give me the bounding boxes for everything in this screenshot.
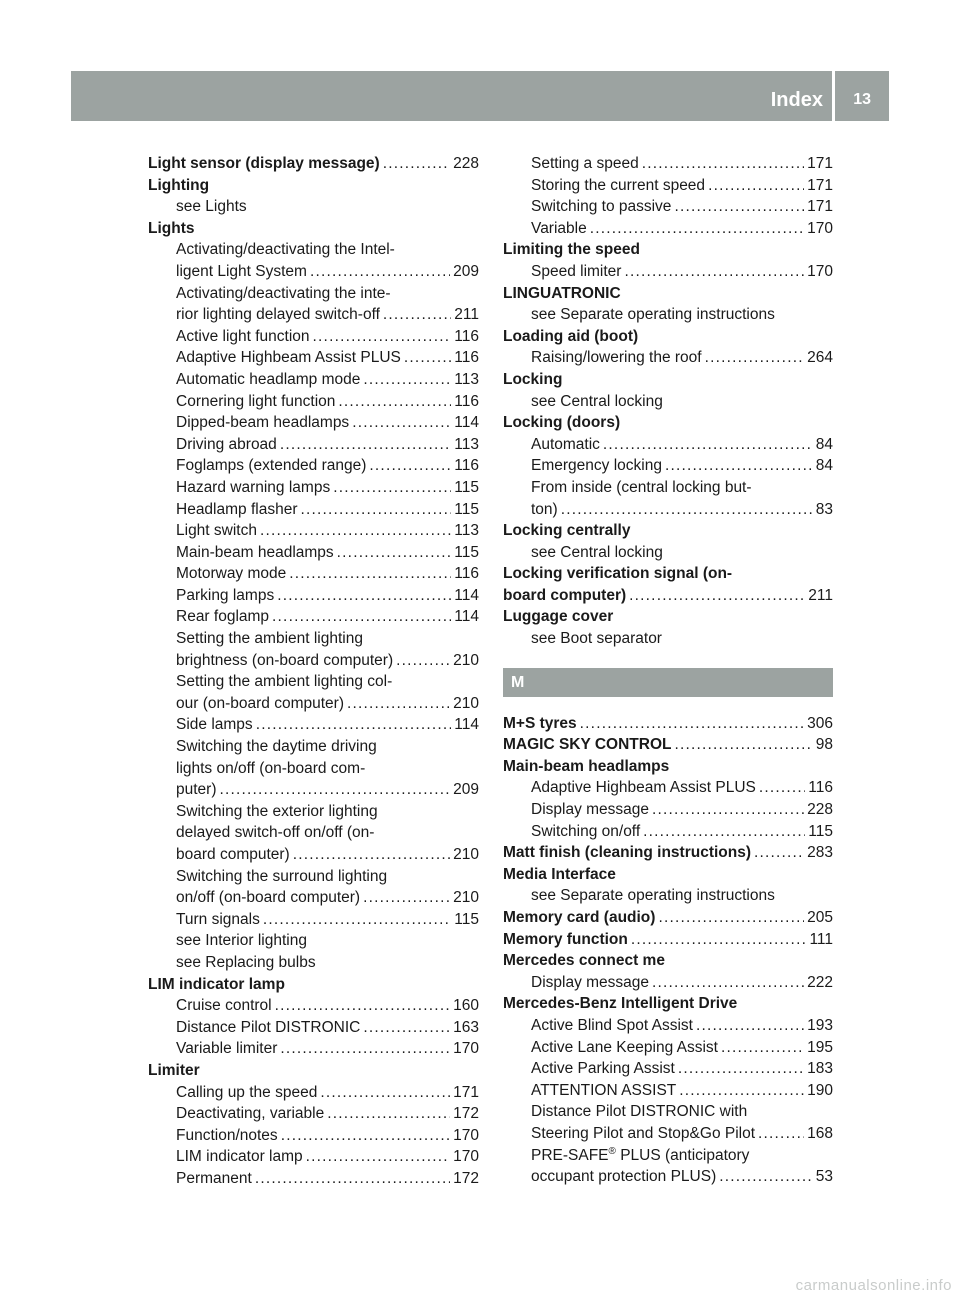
index-subentry: board computer) ..... 210 — [148, 844, 479, 866]
index-subentry: Activating/deactivating the inte- — [176, 284, 391, 302]
index-heading: Locking (doors) — [503, 414, 621, 432]
index-cross-reference: see Separate operating instructions — [531, 306, 775, 324]
index-subentry: rior lighting delayed switch-off ..... 211 — [148, 304, 479, 326]
index-subentry: Active light function ..... 116 — [148, 326, 479, 348]
index-entry: board computer) ..... 211 — [503, 585, 833, 607]
index-subentry: Setting the ambient lighting col- — [176, 673, 393, 691]
index-heading: Limiter — [148, 1061, 200, 1079]
index-subentry: ATTENTION ASSIST ..... 190 — [503, 1080, 833, 1102]
index-subentry: Cornering light function ..... 116 — [148, 391, 479, 413]
index-heading: Loading aid (boot) — [503, 327, 639, 345]
index-subentry: Active Blind Spot Assist ..... 193 — [503, 1015, 833, 1037]
index-entry: MAGIC SKY CONTROL ..... 98 — [503, 734, 833, 756]
index-subentry: lights on/off (on-board com- — [176, 759, 366, 777]
index-cross-reference: see Central locking — [531, 543, 663, 561]
index-subentry: Cruise control ..... 160 — [148, 995, 479, 1017]
index-heading: LIM indicator lamp — [148, 975, 285, 993]
index-subentry: Display message ..... 222 — [503, 972, 833, 994]
index-subentry: Variable ..... 170 — [503, 218, 833, 240]
index-subentry: our (on-board computer) ..... 210 — [148, 693, 479, 715]
index-subentry: Motorway mode ..... 116 — [148, 563, 479, 585]
index-heading: Luggage cover — [503, 608, 614, 626]
index-subentry: delayed switch-off on/off (on- — [176, 824, 375, 842]
index-subentry: Distance Pilot DISTRONIC ..... 163 — [148, 1017, 479, 1039]
index-subentry: Switching on/off ..... 115 — [503, 821, 833, 843]
index-subentry: brightness (on-board computer) ..... 210 — [148, 650, 479, 672]
index-subentry: Main-beam headlamps ..... 115 — [148, 542, 479, 564]
index-cross-reference: see Lights — [176, 198, 247, 216]
registered-mark: ® — [608, 1145, 616, 1157]
index-subentry: Headlamp flasher ..... 115 — [148, 499, 479, 521]
index-subentry: Variable limiter ..... 170 — [148, 1038, 479, 1060]
index-subentry: ton) ..... 83 — [503, 499, 833, 521]
index-subentry: Speed limiter ..... 170 — [503, 261, 833, 283]
index-heading: Mercedes connect me — [503, 952, 665, 970]
index-cross-reference: see Separate operating instructions — [531, 887, 775, 905]
index-entry: M+S tyres ..... 306 — [503, 713, 833, 735]
index-heading: Lighting — [148, 176, 210, 194]
index-subentry: Function/notes ..... 170 — [148, 1125, 479, 1147]
index-entry: Memory function ..... 111 — [503, 929, 833, 951]
header-bar — [71, 71, 889, 121]
index-subentry: Hazard warning lamps ..... 115 — [148, 477, 479, 499]
index-cross-reference: see Interior lighting — [176, 932, 307, 950]
index-subentry: occupant protection PLUS) ..... 53 — [503, 1166, 833, 1188]
index-cross-reference: see Boot separator — [531, 630, 662, 648]
index-subentry: Emergency locking ..... 84 — [503, 455, 833, 477]
index-subentry: Switching the daytime driving — [176, 738, 377, 756]
index-subentry: ligent Light System ..... 209 — [148, 261, 479, 283]
index-subentry: Switching the surround lighting — [176, 867, 388, 885]
index-subentry: Side lamps ..... 114 — [148, 714, 479, 736]
index-heading: Limiting the speed — [503, 241, 640, 259]
index-cross-reference: see Replacing bulbs — [176, 953, 316, 971]
index-subentry: Active Lane Keeping Assist ..... 195 — [503, 1037, 833, 1059]
index-subentry: PRE-SAFE® PLUS (anticipatory — [531, 1145, 750, 1164]
index-subentry: Calling up the speed ..... 171 — [148, 1082, 479, 1104]
section-letter-header: M — [503, 668, 833, 697]
index-subentry: LIM indicator lamp ..... 170 — [148, 1146, 479, 1168]
index-subentry: Adaptive Highbeam Assist PLUS ..... 116 — [503, 777, 833, 799]
index-heading: Mercedes-Benz Intelligent Drive — [503, 995, 738, 1013]
index-subentry: Dipped-beam headlamps ..... 114 — [148, 412, 479, 434]
index-heading: Main-beam headlamps — [503, 757, 670, 775]
index-subentry: From inside (central locking but- — [531, 478, 752, 496]
index-heading: Locking centrally — [503, 522, 631, 540]
index-column-left — [148, 153, 479, 1190]
index-column-right — [503, 153, 833, 1188]
index-subentry: Activating/deactivating the Intel- — [176, 241, 395, 259]
index-entry: Memory card (audio) ..... 205 — [503, 907, 833, 929]
index-subentry: Display message ..... 228 — [503, 799, 833, 821]
index-subentry: Automatic ..... 84 — [503, 434, 833, 456]
index-subentry: Distance Pilot DISTRONIC with — [531, 1103, 748, 1121]
page-number: 13 — [853, 91, 871, 108]
index-subentry: Rear foglamp ..... 114 — [148, 606, 479, 628]
index-cross-reference: see Central locking — [531, 392, 663, 410]
index-subentry: Switching the exterior lighting — [176, 802, 378, 820]
index-subentry: Automatic headlamp mode ..... 113 — [148, 369, 479, 391]
index-subentry: Permanent ..... 172 — [148, 1168, 479, 1190]
index-subentry: Deactivating, variable ..... 172 — [148, 1103, 479, 1125]
watermark: carmanualsonline.info — [795, 1277, 952, 1294]
index-subentry: on/off (on-board computer) ..... 210 — [148, 887, 479, 909]
index-heading: Locking — [503, 370, 563, 388]
index-subentry: Foglamps (extended range) ..... 116 — [148, 455, 479, 477]
index-subentry: Steering Pilot and Stop&Go Pilot ..... 168 — [503, 1123, 833, 1145]
index-entry: Light sensor (display message) ..... 228 — [148, 153, 479, 175]
index-subentry: Light switch ..... 113 — [148, 520, 479, 542]
page-title: Index — [770, 89, 823, 111]
index-subentry: Setting a speed ..... 171 — [503, 153, 833, 175]
index-subentry: Parking lamps ..... 114 — [148, 585, 479, 607]
index-heading: Locking verification signal (on- — [503, 565, 733, 583]
index-heading: Lights — [148, 219, 195, 237]
index-subentry: Setting the ambient lighting — [176, 630, 363, 648]
index-entry: Matt finish (cleaning instructions) ..... 283 — [503, 842, 833, 864]
index-subentry: Storing the current speed ..... 171 — [503, 175, 833, 197]
header-divider — [832, 71, 835, 121]
index-subentry: Adaptive Highbeam Assist PLUS ..... 116 — [148, 347, 479, 369]
index-subentry: Driving abroad ..... 113 — [148, 434, 479, 456]
index-heading: Media Interface — [503, 865, 616, 883]
index-subentry: Raising/lowering the roof ..... 264 — [503, 347, 833, 369]
index-subentry: puter) ..... 209 — [148, 779, 479, 801]
index-subentry: Turn signals ..... 115 — [148, 909, 479, 931]
index-subentry: Switching to passive ..... 171 — [503, 196, 833, 218]
index-subentry: Active Parking Assist ..... 183 — [503, 1058, 833, 1080]
index-heading: LINGUATRONIC — [503, 284, 621, 302]
